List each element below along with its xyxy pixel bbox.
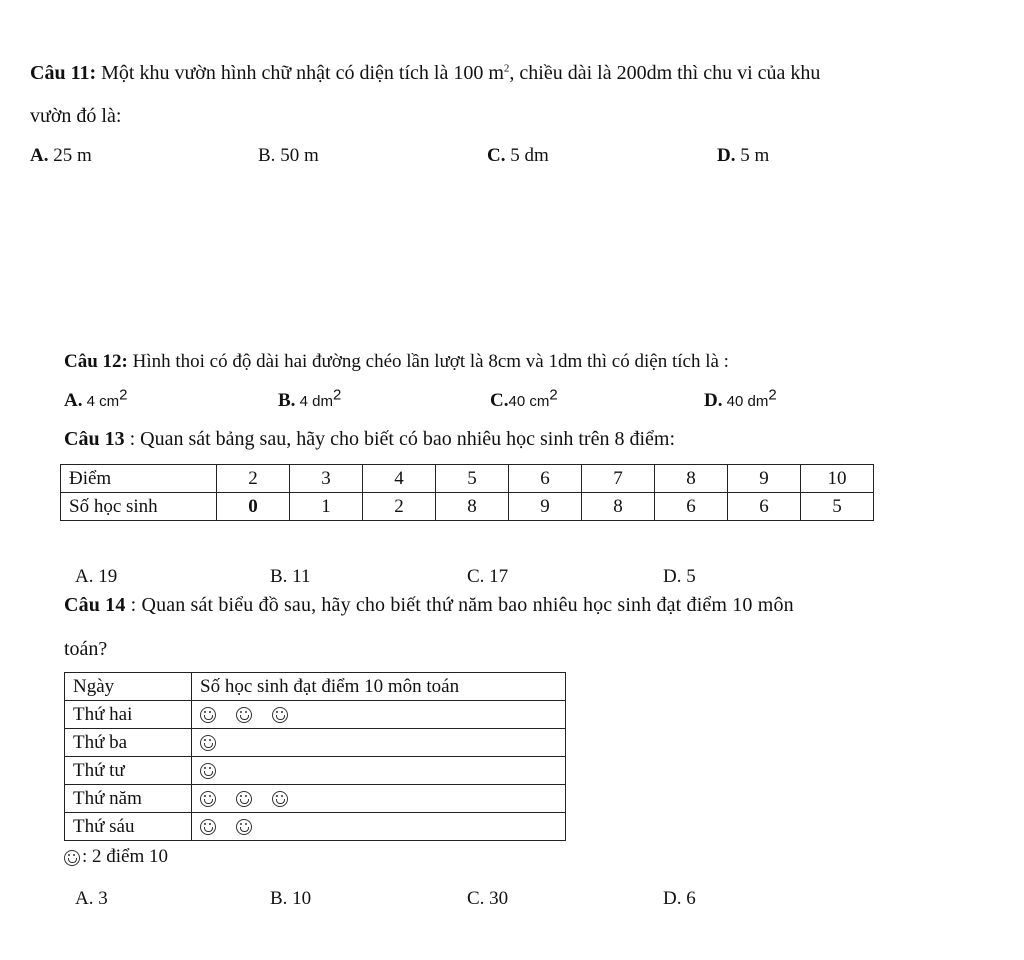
q11-text2: , chiều dài là 200dm thì chu vi của khu bbox=[509, 62, 821, 84]
smiley-icon bbox=[272, 791, 288, 807]
table-cell: 6 bbox=[655, 493, 728, 521]
table-cell: Thứ hai bbox=[65, 701, 192, 729]
smiley-icon bbox=[200, 819, 216, 835]
q14-option-b[interactable]: B. 10 bbox=[270, 888, 312, 909]
table-cell: 2 bbox=[217, 465, 290, 493]
table-cell: 1 bbox=[290, 493, 363, 521]
table-row bbox=[65, 757, 566, 785]
q14-label: Câu 14 bbox=[64, 594, 126, 616]
q11-sup: 2 bbox=[503, 62, 510, 75]
q13-option-c[interactable]: C. 17 bbox=[467, 566, 509, 587]
table-row bbox=[61, 493, 874, 521]
table-cell: 6 bbox=[509, 465, 582, 493]
q14-text1: : Quan sát biểu đồ sau, hãy cho biết thứ năm bao nhiêu học sinh đạt điểm 10 môn bbox=[125, 594, 794, 616]
table-cell: Thứ tư bbox=[65, 757, 192, 785]
table-row bbox=[65, 729, 566, 757]
table-cell: 10 bbox=[801, 465, 874, 493]
q11-label: Câu 11: bbox=[30, 62, 97, 84]
table-cell: Điểm bbox=[61, 465, 217, 493]
table-cell: 2 bbox=[363, 493, 436, 521]
table-cell: 0 bbox=[217, 493, 290, 521]
smiley-icon bbox=[200, 735, 216, 751]
q11-option-c[interactable]: C. 5 dm bbox=[487, 145, 549, 166]
q12-text: Hình thoi có độ dài hai đường chéo lần lượt là 8cm và 1dm thì có diện tích là : bbox=[127, 351, 729, 372]
q13-option-a[interactable]: A. 19 bbox=[75, 566, 118, 587]
q11-option-b[interactable]: B. 50 m bbox=[258, 145, 319, 166]
table-cell bbox=[192, 729, 566, 757]
table-cell: Số học sinh đạt điểm 10 môn toán bbox=[192, 673, 566, 701]
q12-line bbox=[64, 351, 729, 373]
q14-legend-text: : 2 điểm 10 bbox=[82, 846, 169, 867]
q14-pictograph-table bbox=[64, 672, 566, 841]
smiley-icon bbox=[200, 707, 216, 723]
table-cell: Ngày bbox=[65, 673, 192, 701]
q13-text: : Quan sát bảng sau, hãy cho biết có bao nhiêu học sinh trên 8 điểm: bbox=[124, 428, 675, 450]
table-cell: 9 bbox=[509, 493, 582, 521]
smiley-icon bbox=[272, 707, 288, 723]
smiley-icon bbox=[64, 850, 80, 866]
q13-option-b[interactable]: B. 11 bbox=[270, 566, 311, 587]
table-cell: 8 bbox=[655, 465, 728, 493]
q14-line2: toán? bbox=[64, 638, 108, 660]
q12-option-a[interactable]: A. 4 $cm^2$ bbox=[64, 386, 128, 411]
table-cell: Thứ năm bbox=[65, 785, 192, 813]
table-row bbox=[61, 465, 874, 493]
q14-option-c[interactable]: C. 30 bbox=[467, 888, 509, 909]
q14-legend bbox=[64, 846, 168, 868]
q12-option-c[interactable]: C.40 $cm^2$ bbox=[490, 386, 558, 411]
table-row bbox=[65, 813, 566, 841]
q14-option-d[interactable]: D. 6 bbox=[663, 888, 696, 909]
q11-line1 bbox=[30, 62, 820, 85]
table-cell: 7 bbox=[582, 465, 655, 493]
table-cell bbox=[192, 813, 566, 841]
table-cell: 5 bbox=[436, 465, 509, 493]
q13-option-d[interactable]: D. 5 bbox=[663, 566, 696, 587]
table-cell: Thứ ba bbox=[65, 729, 192, 757]
q11-line2: vườn đó là: bbox=[30, 105, 122, 127]
table-row bbox=[65, 701, 566, 729]
q13-line bbox=[64, 428, 675, 451]
table-cell: Thứ sáu bbox=[65, 813, 192, 841]
table-cell bbox=[192, 785, 566, 813]
table-row bbox=[65, 673, 566, 701]
q13-label: Câu 13 bbox=[64, 428, 125, 450]
table-cell: 5 bbox=[801, 493, 874, 521]
smiley-icon bbox=[236, 791, 252, 807]
table-cell: 3 bbox=[290, 465, 363, 493]
smiley-icon bbox=[200, 791, 216, 807]
table-cell: 6 bbox=[728, 493, 801, 521]
table-cell: 4 bbox=[363, 465, 436, 493]
table-cell: Số học sinh bbox=[61, 493, 217, 521]
table-cell: 8 bbox=[436, 493, 509, 521]
q12-option-b[interactable]: B. 4 $dm^2$ bbox=[278, 386, 342, 411]
smiley-icon bbox=[236, 819, 252, 835]
smiley-icon bbox=[236, 707, 252, 723]
q14-option-a[interactable]: A. 3 bbox=[75, 888, 108, 909]
q11-option-a[interactable]: A. 25 m bbox=[30, 145, 92, 166]
q11-text1: Một khu vườn hình chữ nhật có diện tích là 100 m bbox=[96, 62, 504, 84]
q11-option-d[interactable]: D. 5 m bbox=[717, 145, 770, 166]
table-cell: 9 bbox=[728, 465, 801, 493]
table-cell bbox=[192, 701, 566, 729]
q14-line1 bbox=[64, 594, 794, 617]
q12-option-d[interactable]: D. 40 $dm^2$ bbox=[704, 386, 777, 411]
table-cell: 8 bbox=[582, 493, 655, 521]
q13-score-table bbox=[60, 464, 874, 521]
table-row bbox=[65, 785, 566, 813]
smiley-icon bbox=[200, 763, 216, 779]
table-cell bbox=[192, 757, 566, 785]
q12-label: Câu 12: bbox=[64, 351, 128, 372]
